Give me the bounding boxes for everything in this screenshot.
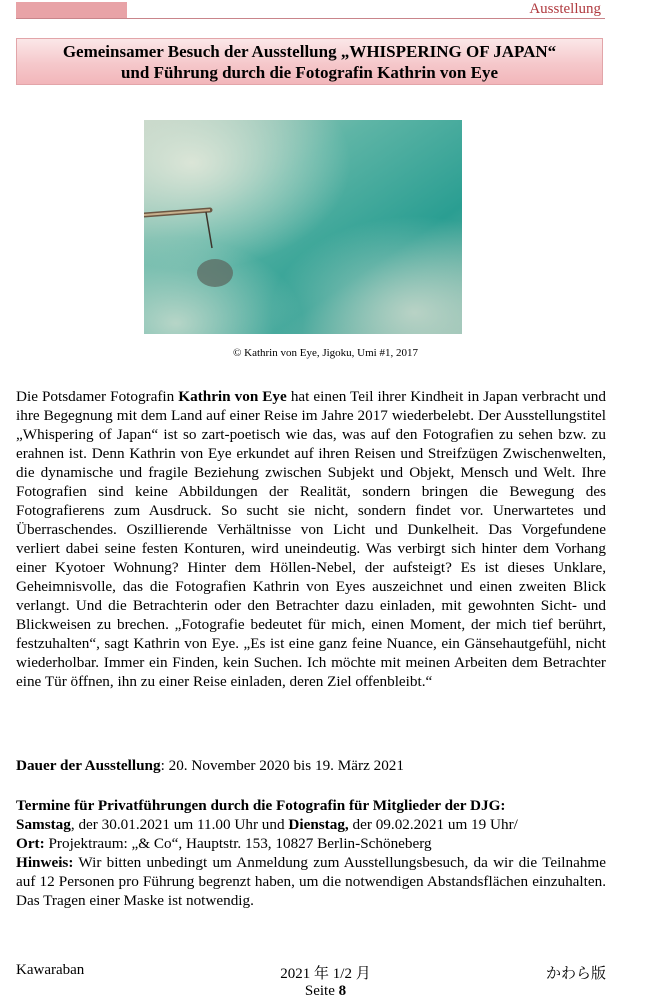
duration-label: Dauer der Ausstellung bbox=[16, 757, 161, 774]
footer-japanese-title: かわら版 bbox=[545, 966, 606, 982]
location-value: Projektraum: „& Co“, Hauptstr. 153, 10827 Berlin-Schöneberg bbox=[44, 835, 432, 852]
tour-section bbox=[16, 796, 606, 910]
tour-day-2: Dienstag, bbox=[288, 816, 349, 833]
page-number-value: 8 bbox=[338, 983, 347, 999]
article-title-box bbox=[16, 38, 603, 85]
footer-date: 2021 年 1/2 月 bbox=[280, 966, 371, 982]
article-body bbox=[16, 387, 606, 691]
exhibition-duration bbox=[16, 756, 606, 775]
tour-heading: Termine für Privatführungen durch die Fotografin für Mitglieder der DJG: bbox=[16, 797, 506, 814]
article-paragraph bbox=[16, 387, 606, 691]
page-label: Seite bbox=[304, 983, 339, 999]
photo-caption: © Kathrin von Eye, Jigoku, Umi #1, 2017 bbox=[233, 347, 418, 359]
tour-date-2: der 09.02.2021 um 19 Uhr/ bbox=[348, 816, 518, 833]
duration-value: : 20. November 2020 bis 19. März 2021 bbox=[160, 757, 404, 774]
header-accent-bar bbox=[16, 2, 127, 18]
page-number bbox=[0, 983, 651, 1000]
tour-day-1: Samstag bbox=[16, 816, 71, 833]
intro-text: Die Potsdamer Fotografin bbox=[16, 388, 179, 405]
location-label: Ort: bbox=[16, 835, 45, 852]
exhibition-photo bbox=[144, 120, 462, 334]
title-line-2: und Führung durch die Fotografin Kathrin von Eye bbox=[120, 63, 499, 82]
article-text: hat einen Teil ihrer Kindheit in Japan verbracht und ihre Begegnung mit dem Land auf einer Reise im Jahre 2017 wiederbelebt. Der Ausstellungstitel „Whispering of Japan“ ist so zart-poetisch wie das, was auf den Fotografien zu sehen bzw. zu erahnen ist. Denn Kathrin von Eye erkundet auf ihren Reisen und Streifzügen Zwischenwelten, die dynamische und fragile Beziehung zwischen Subjekt und Objekt, Mensch und Welt. Ihre Fotografien sind keine Abbildungen der Realität, sondern bringen die Bewegung des Fotografierens zum Ausdruck. So sucht sie nicht, sondern findet vor. Unerwartetes und Überraschendes. Oszillierende Verhältnisse von Licht und Dunkelheit. Das Vorgefundene verliert dabei seine festen Konturen, wird uneindeutig. Was verbirgt sich hinter dem Vorhang einer Kyotoer Wohnung? Hinter dem Höllen-Nebel, der aufsteigt? Es ist dieses Unklare, Geheimnisvolle, das die Fotografien Kathrin von Eyes auszeichnet und einen zweiten Blick verlangt. Und die Betrachterin oder den Betrachter dazu einladen, mit gewohnten Sicht- und Blickweisen zu brechen. „Fotografie bedeutet für mich, einen Moment, der mich tief berührt, festzuhalten“, sagt Kathrin von Eye. „Es ist eine ganz feine Nuance, ein Gänsehautgefühl, nicht wiederholbar. Immer ein Finden, kein Suchen. Ich möchte mit meinen Arbeiten dem Betrachter eine Tür öffnen, ihn zu einer Reise einladen, deren Ziel offenbleibt.“ bbox=[16, 388, 606, 690]
section-label: Ausstellung bbox=[529, 1, 601, 17]
tour-date-1: , der 30.01.2021 um 11.00 Uhr und bbox=[70, 816, 289, 833]
note-value: Wir bitten unbedingt um Anmeldung zum Ausstellungsbesuch, da wir die Teilnahme auf 12 Personen pro Führung begrenzt haben, um die notwendigen Abstandsflächen einzuhalten. Das Tragen einer Maske ist notwendig. bbox=[16, 854, 606, 909]
footer-publication: Kawaraban bbox=[16, 962, 85, 978]
note-label: Hinweis: bbox=[16, 854, 74, 871]
title-line-1: Gemeinsamer Besuch der Ausstellung „WHISPERING OF JAPAN“ bbox=[62, 42, 557, 61]
photographer-name: Kathrin von Eye bbox=[178, 388, 287, 405]
header-rule bbox=[16, 18, 605, 19]
misty-water-photo-icon bbox=[144, 120, 462, 334]
